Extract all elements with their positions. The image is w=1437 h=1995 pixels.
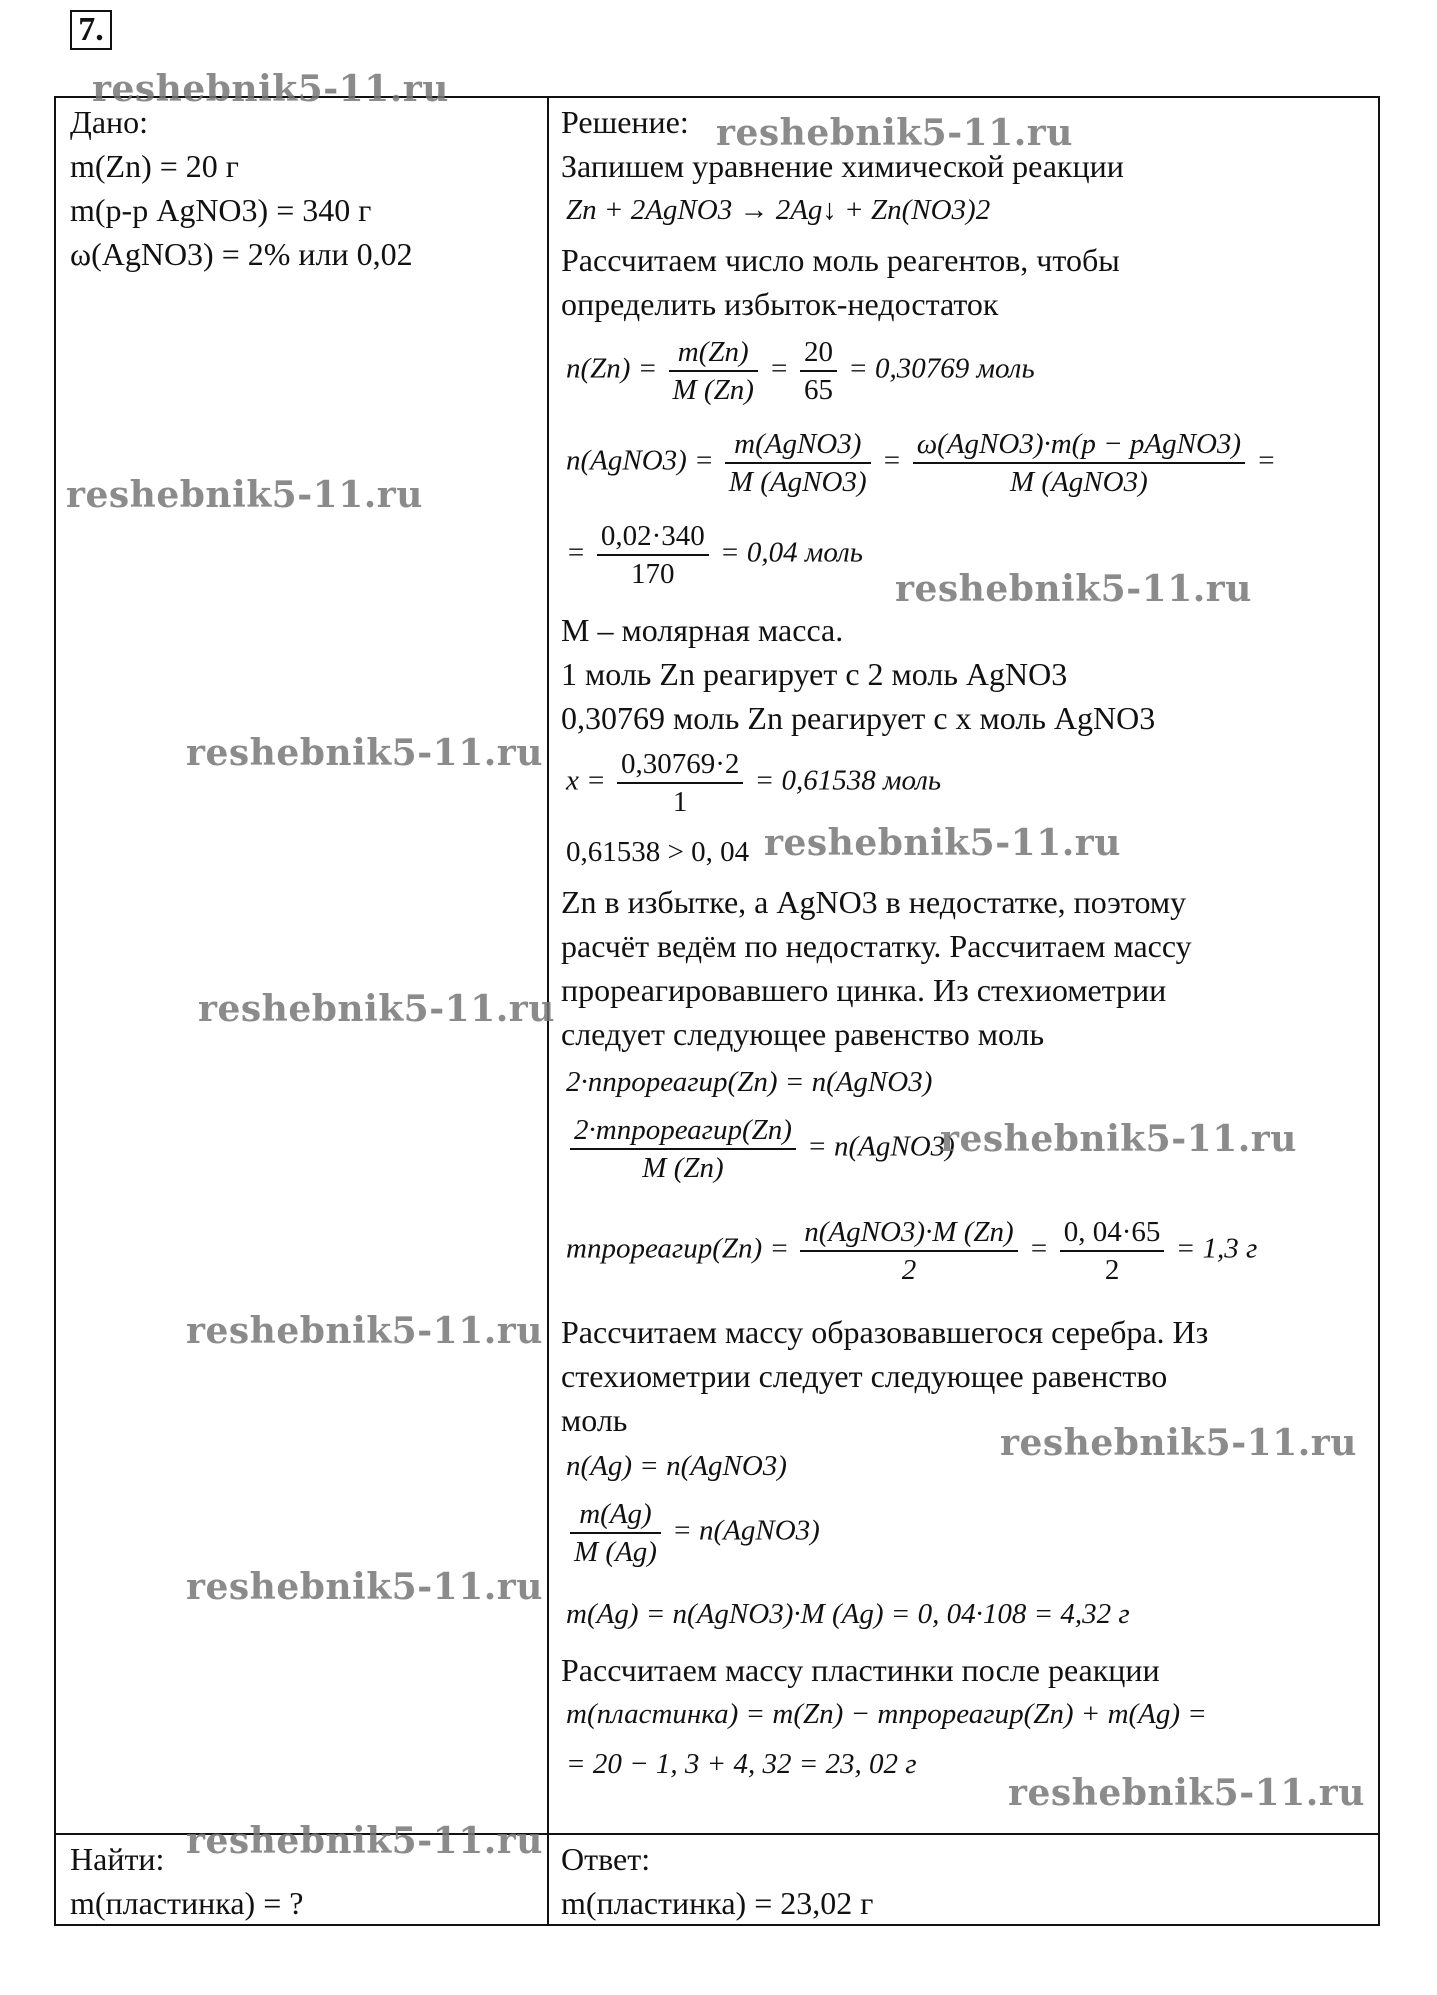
formula-n-agno3 xyxy=(566,426,1276,500)
formula-m-ag: m(Ag) = n(AgNO3)·M (Ag) = 0, 04·108 = 4,32 г xyxy=(566,1598,1130,1630)
solution-text: моль xyxy=(561,1402,628,1438)
watermark: reshebnik5-11.ru xyxy=(895,568,1252,610)
denominator: 65 xyxy=(803,374,833,406)
watermark: reshebnik5-11.ru xyxy=(186,732,543,774)
formula-moles-equality: 2·nпрореагир(Zn) = n(AgNO3) xyxy=(566,1066,933,1098)
fraction xyxy=(617,746,743,820)
given-line: m(Zn) = 20 г xyxy=(70,148,239,184)
denominator: M (Ag) xyxy=(574,1536,657,1568)
numerator: m(Zn) xyxy=(669,334,758,372)
watermark: reshebnik5-11.ru xyxy=(186,1310,543,1352)
find-line: m(пластинка) = ? xyxy=(70,1885,304,1921)
fraction xyxy=(725,426,871,500)
denominator: 1 xyxy=(672,786,688,818)
formula-lhs: mпрореагир(Zn) = xyxy=(566,1232,790,1265)
given-heading: Дано: xyxy=(70,104,149,140)
formula-result: = 0,04 моль xyxy=(720,536,863,569)
fraction xyxy=(570,1496,661,1570)
formula-lhs: n(AgNO3) = xyxy=(566,444,714,477)
solution-text: следует следующее равенство моль xyxy=(561,1016,1045,1052)
denominator: 170 xyxy=(631,558,675,590)
formula-result: = 0,61538 моль xyxy=(754,764,942,797)
fraction xyxy=(669,334,758,408)
numerator: n(AgNO3)·M (Zn) xyxy=(800,1214,1017,1252)
formula-rhs: = n(AgNO3) xyxy=(807,1130,955,1163)
fraction xyxy=(1060,1214,1165,1288)
solution-text: 0,30769 моль Zn реагирует с х моль AgNO3 xyxy=(561,700,1156,736)
numerator: 0,02·340 xyxy=(597,518,709,556)
formula-rhs: = n(AgNO3) xyxy=(672,1514,820,1547)
solution-text: Запишем уравнение химической реакции xyxy=(561,148,1124,184)
formula-x xyxy=(566,746,941,820)
denominator: 2 xyxy=(1104,1254,1120,1286)
solution-text: Рассчитаем число моль реагентов, чтобы xyxy=(561,242,1120,278)
formula-mass-equality xyxy=(566,1112,955,1186)
watermark: reshebnik5-11.ru xyxy=(186,1820,543,1862)
answer-heading: Ответ: xyxy=(561,1841,651,1877)
answer-line: m(пластинка) = 23,02 г xyxy=(561,1885,874,1921)
formula-plate-mass-value: = 20 − 1, 3 + 4, 32 = 23, 02 г xyxy=(566,1748,917,1780)
task-number: 7. xyxy=(70,10,112,50)
denominator: M (AgNO3) xyxy=(1010,466,1148,498)
solution-text: Zn в избытке, а AgNO3 в недостатке, поэтому xyxy=(561,884,1187,920)
formula-n-agno3-value xyxy=(566,518,863,592)
reaction-equation: Zn + 2AgNO3 → 2Ag↓ + Zn(NO3)2 xyxy=(566,194,991,226)
watermark: reshebnik5-11.ru xyxy=(186,1566,543,1608)
solution-text: М – молярная масса. xyxy=(561,612,844,648)
watermark: reshebnik5-11.ru xyxy=(1008,1772,1365,1814)
solution-text: определить избыток-недостаток xyxy=(561,286,999,322)
formula-lhs: = xyxy=(566,536,586,569)
numerator: m(AgNO3) xyxy=(725,426,871,464)
denominator: 2 xyxy=(901,1254,917,1286)
numerator: 2·mпрореагир(Zn) xyxy=(570,1112,796,1150)
watermark: reshebnik5-11.ru xyxy=(198,988,555,1030)
watermark: reshebnik5-11.ru xyxy=(92,68,449,110)
formula-n-ag: n(Ag) = n(AgNO3) xyxy=(566,1450,787,1482)
comparison: 0,61538 > 0, 04 xyxy=(566,836,750,868)
formula-eq: = xyxy=(1028,1232,1049,1265)
numerator: 0, 04·65 xyxy=(1060,1214,1165,1252)
formula-eq: = xyxy=(1256,444,1276,477)
solution-heading: Решение: xyxy=(561,104,689,140)
solution-text: расчёт ведём по недостатку. Рассчитаем массу xyxy=(561,928,1192,964)
numerator: ω(AgNO3)·m(p − pAgNO3) xyxy=(913,426,1245,464)
denominator: M (AgNO3) xyxy=(728,466,867,498)
fraction xyxy=(570,1112,796,1186)
denominator: M (Zn) xyxy=(642,1152,724,1184)
formula-eq: = xyxy=(769,352,789,385)
formula-n-zn xyxy=(566,334,1035,408)
fraction xyxy=(913,426,1245,500)
solution-text: прореагировавшего цинка. Из стехиометрии xyxy=(561,972,1167,1008)
formula-plate-mass: m(пластинка) = m(Zn) − mпрореагир(Zn) + m(Ag) = xyxy=(566,1698,1207,1730)
watermark: reshebnik5-11.ru xyxy=(716,112,1073,154)
given-line: ω(AgNO3) = 2% или 0,02 xyxy=(70,236,413,272)
watermark: reshebnik5-11.ru xyxy=(764,822,1121,864)
watermark: reshebnik5-11.ru xyxy=(1000,1422,1357,1464)
formula-m-zn xyxy=(566,1214,1257,1288)
formula-result: = 0,30769 моль xyxy=(848,352,1035,385)
watermark: reshebnik5-11.ru xyxy=(66,474,423,516)
given-line: m(р-р AgNO3) = 340 г xyxy=(70,192,372,228)
solution-text: Рассчитаем массу образовавшегося серебра. Из xyxy=(561,1314,1209,1350)
formula-eq: = xyxy=(881,444,902,477)
watermark: reshebnik5-11.ru xyxy=(940,1118,1297,1160)
fraction xyxy=(800,1214,1017,1288)
formula-m-ag-ratio xyxy=(566,1496,820,1570)
fraction xyxy=(597,518,709,592)
formula-result: = 1,3 г xyxy=(1175,1232,1258,1265)
numerator: 20 xyxy=(800,334,837,372)
solution-text: 1 моль Zn реагирует с 2 моль AgNO3 xyxy=(561,656,1068,692)
numerator: m(Ag) xyxy=(570,1496,661,1534)
numerator: 0,30769·2 xyxy=(617,746,743,784)
solution-text: Рассчитаем массу пластинки после реакции xyxy=(561,1652,1160,1688)
find-heading: Найти: xyxy=(70,1841,165,1877)
formula-lhs: n(Zn) = xyxy=(566,352,658,385)
solution-text: стехиометрии следует следующее равенство xyxy=(561,1358,1168,1394)
fraction xyxy=(800,334,837,408)
formula-lhs: x = xyxy=(566,764,606,797)
denominator: M (Zn) xyxy=(672,374,754,406)
